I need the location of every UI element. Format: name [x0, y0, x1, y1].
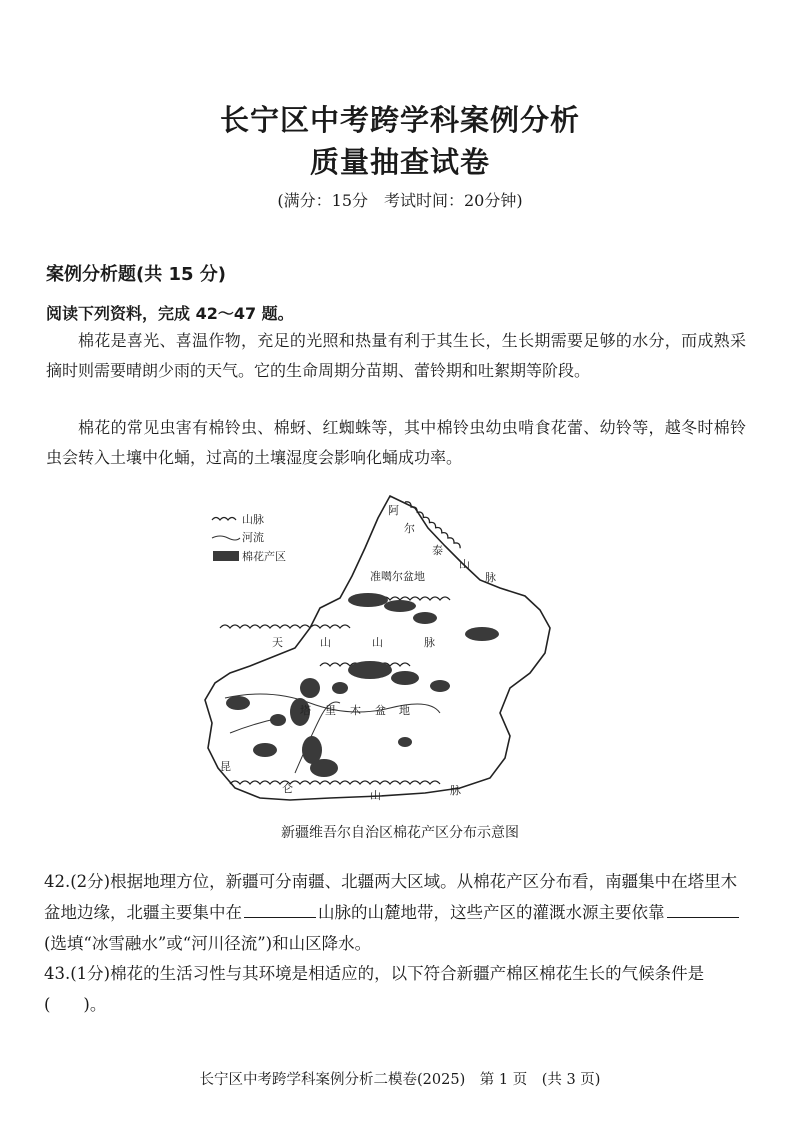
- answer-blank-1[interactable]: [244, 899, 316, 918]
- tianshan-mountain-line: [220, 625, 350, 628]
- label-kunlun-4: 脉: [450, 784, 461, 797]
- label-tian-mai: 脉: [424, 636, 435, 649]
- question-number: 43.: [44, 964, 71, 983]
- cotton-area: [300, 678, 320, 698]
- label-kunlun-2: 仑: [282, 782, 293, 795]
- question-43: [44, 958, 752, 1020]
- label-tian: 天: [272, 636, 283, 649]
- map-caption: 新疆维吾尔自治区棉花产区分布示意图: [281, 825, 519, 841]
- page-footer: 长宁区中考跨学科案例分析二模卷(2025) 第 1 页 (共 3 页): [199, 1072, 601, 1088]
- title-line-2: 质量抽查试卷: [309, 145, 490, 179]
- question-text-part-3: (选填“冰雪融水”或“河川径流”)和山区降水。: [44, 934, 372, 953]
- title-line-1: 长宁区中考跨学科案例分析: [219, 103, 580, 137]
- label-altai-1: 阿: [388, 504, 399, 517]
- legend-cotton-label: 棉花产区: [242, 550, 286, 563]
- cotton-area: [253, 743, 277, 757]
- legend-mountain-symbol: [212, 518, 236, 521]
- cotton-area: [332, 682, 348, 694]
- cotton-area: [384, 600, 416, 612]
- legend-cotton-symbol: [213, 551, 239, 561]
- cotton-area: [398, 737, 412, 747]
- map-svg: [200, 488, 570, 808]
- label-altai-5: 脉: [485, 571, 496, 584]
- label-altai-2: 尔: [404, 522, 415, 535]
- map-legend: [212, 513, 286, 563]
- cotton-area: [348, 593, 388, 607]
- label-altai-4: 山: [459, 558, 470, 571]
- reading-instruction: 阅读下列资料，完成 42～47 题。: [46, 304, 294, 323]
- question-text-part-1: (2分)根据地理方位，新疆可分南疆、北疆两大区域。从棉花产区分布看，南疆集中在塔里木盆地边缘，北疆主要集中在: [44, 872, 738, 922]
- cotton-area: [391, 671, 419, 685]
- exam-info: (满分：15分 考试时间：20分钟): [277, 191, 523, 210]
- cotton-area: [226, 696, 250, 710]
- label-tian-shan-2: 山: [372, 636, 383, 649]
- label-tarim-2: 里: [325, 704, 336, 717]
- cotton-area: [270, 714, 286, 726]
- cotton-area: [348, 661, 392, 679]
- paragraph-cotton-pests: 棉花的常见虫害有棉铃虫、棉蚜、红蜘蛛等，其中棉铃虫幼虫啃食花蕾、幼铃等，越冬时棉铃虫会转入土壤中化蛹，过高的土壤湿度会影响化蛹成功率。: [46, 418, 746, 467]
- answer-blank-2[interactable]: [667, 899, 739, 918]
- cotton-area: [430, 680, 450, 692]
- label-tarim-4: 盆: [375, 704, 386, 717]
- question-number: 42.: [44, 872, 71, 891]
- legend-mountain-label: 山脉: [242, 513, 264, 526]
- legend-river-label: 河流: [242, 531, 264, 544]
- xinjiang-cotton-map: [200, 488, 570, 808]
- cotton-area: [310, 759, 338, 777]
- legend-river-symbol: [212, 536, 240, 540]
- label-altai-3: 泰: [432, 544, 443, 557]
- label-tarim-5: 地: [399, 704, 410, 717]
- label-kunlun-3: 山: [370, 789, 381, 802]
- question-text: (1分)棉花的生活习性与其环境是相适应的，以下符合新疆产棉区棉花生长的气候条件是( )。: [44, 964, 705, 1014]
- question-42: [44, 866, 752, 959]
- section-heading: 案例分析题(共 15 分): [46, 264, 227, 285]
- cotton-area: [413, 612, 437, 624]
- paragraph-cotton-habits: 棉花是喜光、喜温作物，充足的光照和热量有利于其生长，生长期需要足够的水分，而成熟采摘时则需要晴朗少雨的天气。它的生命周期分苗期、蕾铃期和吐絮期等阶段。: [46, 331, 746, 380]
- label-tian-shan-1: 山: [320, 636, 331, 649]
- label-tarim-1: 塔: [300, 704, 311, 717]
- label-junggar-basin: 准噶尔盆地: [370, 570, 425, 583]
- label-kunlun-1: 昆: [220, 760, 231, 773]
- question-text-part-2: 山脉的山麓地带，这些产区的灌溉水源主要依靠: [318, 903, 665, 922]
- cotton-area: [465, 627, 499, 641]
- kunlun-mountain-line: [230, 781, 440, 784]
- label-tarim-3: 木: [350, 704, 361, 717]
